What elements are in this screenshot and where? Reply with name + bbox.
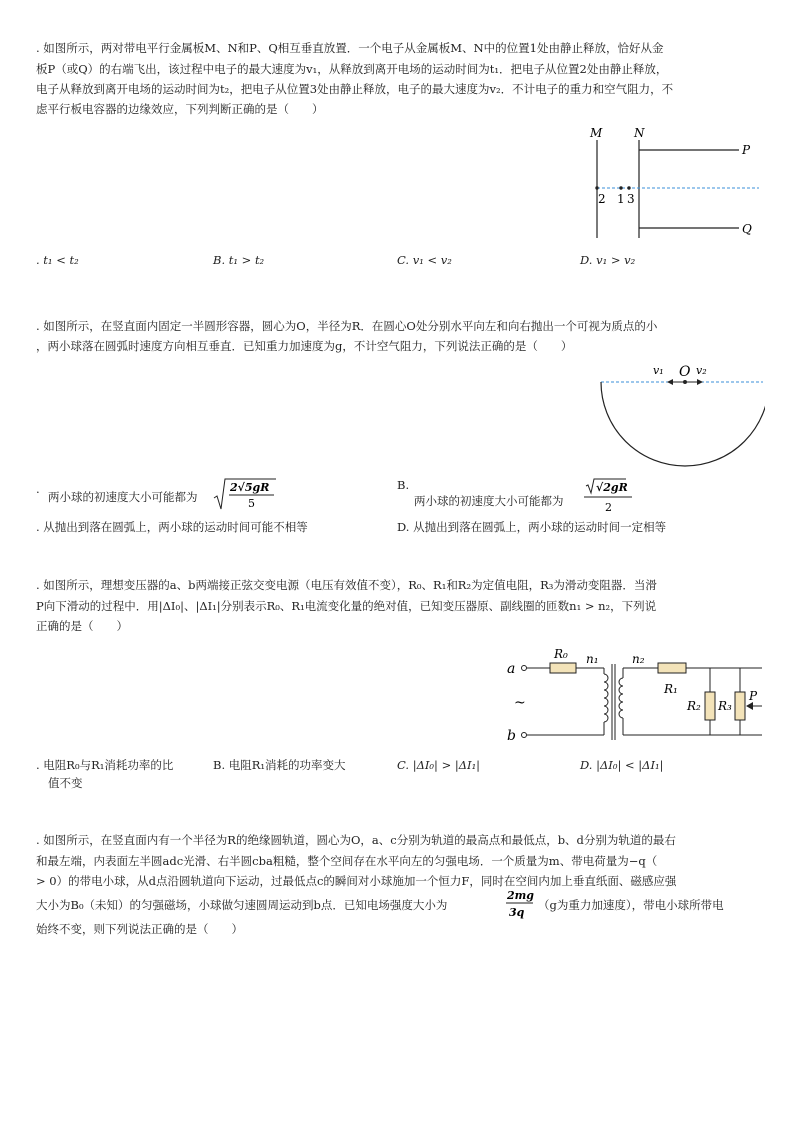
b-numerator: √2gR	[596, 481, 628, 494]
q3-option-a-line-1: . 电阻R₀与R₁消耗功率的比	[36, 758, 174, 772]
q3-transformer-circuit	[500, 640, 764, 748]
label-O: O	[679, 364, 691, 380]
q2-option-b-formula	[576, 476, 638, 516]
q1-line-3: 电子从释放到离开电场的运动时间为t₂，把电子从位置3处由静止释放，电子的最大速度为v₂．不计电子的重力和空气阻力，不	[36, 82, 674, 96]
label-R3: R₃	[718, 699, 732, 713]
q4-line-1: . 如图所示，在竖直面内有一个半径为R的绝缘圆轨道，圆心为O，a、c分别为轨道的最高点和最低点，b、d分别为轨道的最右	[36, 833, 676, 847]
q4-field-formula	[503, 886, 537, 920]
q1-option-c[interactable]: C. v₁ < v₂	[397, 253, 452, 267]
a-denominator: 5	[248, 497, 255, 510]
q1-line-2: 板P（或Q）的右端飞出，该过程中电子的最大速度为v₁，从释放到离开电场的运动时间为t₁．把电子从位置2处由静止释放，	[36, 62, 668, 76]
label-b: b	[507, 728, 516, 744]
q1-line-4: 虑平行板电容器的边缘效应，下列判断正确的是（ ）	[36, 102, 324, 116]
label-N: N	[634, 126, 645, 140]
label-M: M	[590, 126, 603, 140]
q3-line-3: 正确的是（ ）	[36, 619, 128, 633]
e-numerator: 2mg	[507, 889, 534, 902]
q1-capacitor-figure	[584, 124, 764, 240]
q3-line-2: P向下滑动的过程中．用|ΔI₀|、|ΔI₁|分别表示R₀、R₁电流变化量的绝对值，已知变压器原、副线圈的匝数n₁ > n₂，下列说	[36, 599, 657, 613]
q2-option-b-marker: B.	[397, 478, 410, 492]
q2-option-a-marker: .	[36, 482, 40, 496]
q4-line-3: > 0）的带电小球，从d点沿圆轨道向下运动，过最低点c的瞬间对小球施加一个恒力F，同时在空间内加上垂直纸面、磁感应强	[36, 874, 677, 888]
a-numerator: 2√5gR	[230, 481, 270, 494]
label-R1: R₁	[664, 682, 678, 696]
label-2: 2	[598, 192, 606, 206]
label-n2: n₂	[632, 652, 645, 666]
q3-option-a-line-2: 值不变	[48, 776, 83, 790]
q1-option-d[interactable]: D. v₁ > v₂	[580, 253, 636, 267]
label-R0: R₀	[554, 647, 568, 661]
label-Q: Q	[742, 222, 752, 236]
q2-semicircle-figure	[595, 356, 765, 486]
q4-line-5: 始终不变，则下列说法正确的是（ ）	[36, 922, 243, 936]
label-3: 3	[627, 192, 635, 206]
label-v1: v₁	[653, 364, 664, 377]
label-v2: v₂	[696, 364, 707, 377]
e-denominator: 3q	[509, 906, 525, 919]
q1-line-1: . 如图所示，两对带电平行金属板M、N和P、Q相互垂直放置．一个电子从金属板M、N中的位置1处由静止释放，恰好从金	[36, 41, 664, 55]
label-R2: R₂	[687, 699, 701, 713]
q1-option-a[interactable]: . t₁ < t₂	[36, 253, 79, 267]
q4-line-4: 大小为B₀（未知）的匀强磁场，小球做匀速圆周运动到b点．已知电场强度大小为	[36, 898, 448, 912]
q3-option-b[interactable]: B. 电阻R₁消耗的功率变大	[213, 758, 346, 772]
q4-line-4b: （g为重力加速度），带电小球所带电	[538, 898, 724, 912]
q2-option-c[interactable]: . 从抛出到落在圆弧上，两小球的运动时间可能不相等	[36, 520, 308, 534]
label-n1: n₁	[586, 652, 599, 666]
label-a: a	[507, 661, 516, 677]
q2-option-d[interactable]: D. 从抛出到落在圆弧上，两小球的运动时间一定相等	[397, 520, 667, 534]
q3-option-c[interactable]: C. |ΔI₀| > |ΔI₁|	[397, 758, 481, 772]
q1-option-b[interactable]: B. t₁ > t₂	[213, 253, 265, 267]
q2-option-a-formula	[212, 476, 278, 512]
q2-option-a-text: 两小球的初速度大小可能都为	[48, 490, 198, 504]
label-P: P	[742, 143, 751, 157]
q2-line-1: . 如图所示，在竖直面内固定一半圆形容器，圆心为O，半径为R．在圆心O处分别水平向左和向右抛出一个可视为质点的小	[36, 319, 658, 333]
q3-option-d[interactable]: D. |ΔI₀| < |ΔI₁|	[580, 758, 664, 772]
b-denominator: 2	[605, 501, 612, 514]
label-1: 1	[617, 192, 625, 206]
q4-line-2: 和最左端，内表面左半圆adc光滑、右半圆cba粗糙，整个空间存在水平向左的匀强电场．一个质量为m、带电荷量为−q（	[36, 854, 658, 868]
q3-line-1: . 如图所示，理想变压器的a、b两端接正弦交变电源（电压有效值不变），R₀、R₁和R₂为定值电阻，R₃为滑动变阻器．当滑	[36, 578, 657, 592]
q2-option-b-text: 两小球的初速度大小可能都为	[414, 494, 564, 508]
label-ac-source: ~	[514, 695, 526, 711]
label-P: P	[749, 689, 758, 703]
q2-line-2: ，两小球落在圆弧时速度方向相互垂直．已知重力加速度为g，不计空气阻力，下列说法正确的是（ ）	[36, 339, 573, 353]
